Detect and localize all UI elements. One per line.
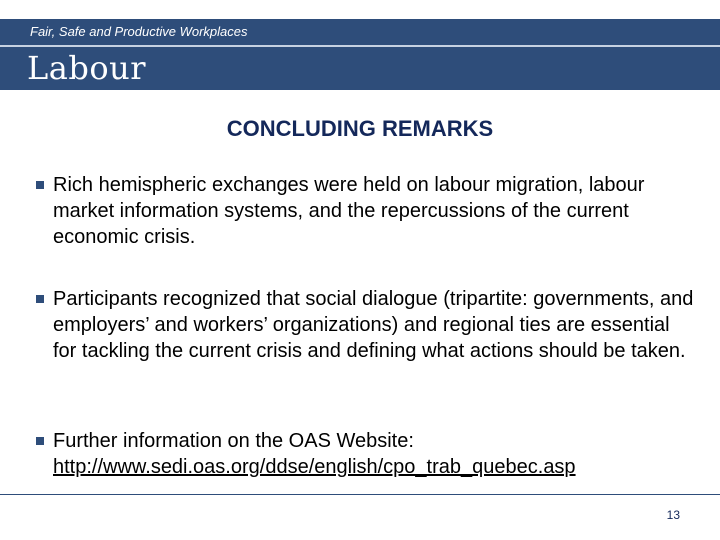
page-number: 13 <box>666 508 680 522</box>
bullet-square-icon <box>36 437 44 445</box>
bullet-text: Participants recognized that social dialogue (tripartite: governments, and employers’ and workers’ organizations) and regional ties are essential for tackling the current crisis and defining what actions should be taken. <box>53 288 694 362</box>
bullet-text: Further information on the OAS Website: <box>53 430 414 452</box>
header-tagline: Fair, Safe and Productive Workplaces <box>30 24 248 39</box>
bullet-square-icon <box>36 181 44 189</box>
bullet-item <box>36 286 696 364</box>
header-tagline-bar <box>0 19 720 45</box>
brand-wordmark: Labour <box>27 49 146 87</box>
bullet-text: Rich hemispheric exchanges were held on labour migration, labour market information systems, and the repercussions of the current economic crisis. <box>53 174 645 248</box>
bullet-square-icon <box>36 295 44 303</box>
bullet-item <box>36 428 696 480</box>
header-brand-bar <box>0 47 720 90</box>
bullet-item <box>36 172 696 250</box>
oas-website-link[interactable]: http://www.sedi.oas.org/ddse/english/cpo_trab_quebec.asp <box>53 456 576 478</box>
footer-divider <box>0 494 720 495</box>
slide-title: CONCLUDING REMARKS <box>226 116 494 141</box>
